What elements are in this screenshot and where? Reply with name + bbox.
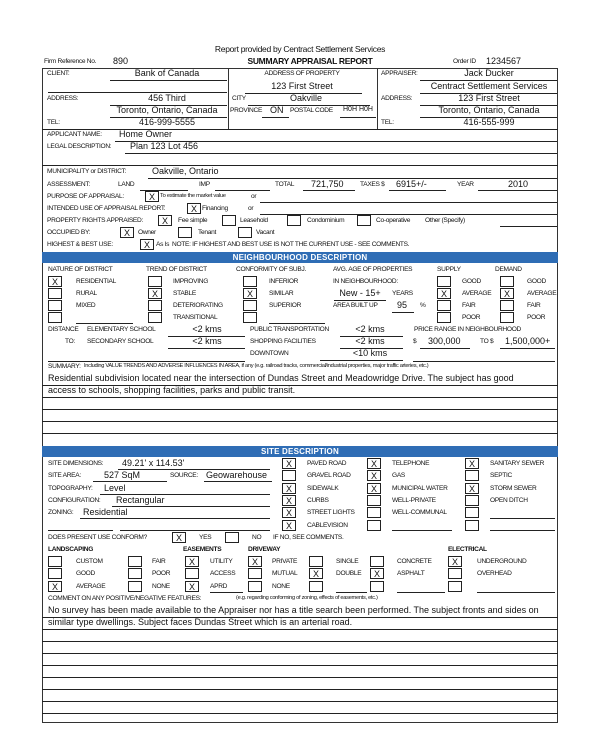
- underline: [76, 323, 133, 324]
- utility-label: MUNICIPAL WATER: [392, 484, 448, 492]
- occupied-checkbox[interactable]: [178, 227, 192, 238]
- easement-label: ACCESS: [210, 570, 236, 578]
- total-label: TOTAL: [275, 181, 295, 188]
- area-built-label: AREA BUILT UP: [333, 302, 378, 309]
- underline: [420, 348, 470, 349]
- underline: [262, 117, 289, 118]
- supply-checkbox[interactable]: [437, 276, 451, 287]
- elementary-label: ELEMENTARY SCHOOL: [87, 326, 156, 333]
- conform-label: DOES PRESENT USE CONFORM?: [48, 534, 147, 541]
- underline: [148, 178, 557, 179]
- road-label: STREET LIGHTS: [307, 509, 355, 517]
- site-section-header: SITE DESCRIPTION: [42, 446, 558, 457]
- site-dimensions-label: SITE DIMENSIONS:: [48, 460, 104, 467]
- trend-checkbox[interactable]: [148, 300, 162, 311]
- road-label: CABLEVISION: [307, 521, 348, 529]
- conformity-checkbox[interactable]: [243, 312, 257, 323]
- electrical-heading: ELECTRICAL: [448, 546, 487, 553]
- demand-label: POOR: [527, 314, 546, 321]
- underline: [48, 92, 227, 93]
- intended-use-option: Financing: [202, 205, 228, 212]
- downtown-label: DOWNTOWN: [250, 350, 289, 357]
- total[interactable]: 721,750: [311, 179, 344, 189]
- conformity-label: SIMILAR: [269, 290, 294, 297]
- landscaping-checkbox[interactable]: [48, 568, 62, 579]
- conform-no-checkbox[interactable]: [225, 532, 239, 543]
- landscaping-checkbox[interactable]: [128, 568, 142, 579]
- driveway-checkbox[interactable]: [248, 581, 262, 592]
- demand-checkbox[interactable]: [500, 276, 514, 287]
- road-label: CURBS: [307, 496, 329, 504]
- driveway-label: PRIVATE: [272, 558, 298, 565]
- comment-label: COMMENT ON ANY POSITIVE/NEGATIVE FEATURES:: [48, 595, 202, 602]
- or-label: or: [248, 205, 254, 212]
- site-area-label: SITE AREA:: [48, 472, 81, 479]
- driveway-label: SINGLE: [336, 558, 359, 565]
- sewer-label: STORM SEWER: [490, 484, 537, 492]
- landscaping-label: GOOD: [76, 570, 95, 578]
- road-label: SIDEWALK: [307, 484, 339, 492]
- underline: [500, 348, 555, 349]
- legal-description[interactable]: Plan 123 Lot 456: [130, 141, 199, 151]
- to-label: TO:: [65, 338, 75, 345]
- imp-label: IMP: [199, 181, 210, 188]
- price-from[interactable]: 300,000: [428, 336, 461, 346]
- appraiser-address[interactable]: 123 First Street: [458, 93, 520, 103]
- driveway-checkbox[interactable]: X: [248, 556, 262, 567]
- site-area[interactable]: 527 SqM: [104, 470, 141, 480]
- intended-use-label: INTENDED USE OF APPRAISAL REPORT:: [47, 205, 166, 212]
- underline: [269, 323, 325, 324]
- driveway-checkbox[interactable]: [370, 556, 384, 567]
- underline: [80, 518, 270, 519]
- trend-label: IMPROVING: [173, 278, 209, 285]
- underline: [389, 190, 446, 191]
- downtown-distance[interactable]: <10 kms: [352, 348, 388, 358]
- landscaping-label: POOR: [152, 570, 171, 578]
- underline: [48, 530, 113, 531]
- underline: [397, 592, 445, 593]
- topography[interactable]: Level: [104, 483, 126, 493]
- landscaping-checkbox[interactable]: [48, 556, 62, 567]
- utility-checkbox[interactable]: X: [367, 470, 381, 481]
- utility-label: WELL-PRIVATE: [392, 496, 436, 504]
- supply-label: POOR: [462, 314, 481, 321]
- municipality[interactable]: Oakville, Ontario: [152, 166, 219, 176]
- property-city[interactable]: Oakville: [289, 93, 323, 103]
- property-rights-checkbox[interactable]: [222, 215, 236, 226]
- elementary-distance[interactable]: <2 kms: [192, 324, 222, 334]
- utility-label: GAS: [392, 472, 406, 480]
- province[interactable]: ON: [270, 105, 284, 115]
- client-label: CLIENT:: [47, 70, 70, 77]
- utility-label: WELL-COMMUNAL: [392, 509, 447, 517]
- nature-checkbox[interactable]: [48, 312, 62, 323]
- appraiser-address-label: ADDRESS:: [381, 95, 413, 102]
- driveway-label: MUTUAL: [272, 570, 298, 578]
- underline: [42, 397, 558, 398]
- underline: [260, 214, 557, 215]
- supply-heading: SUPPLY: [437, 266, 461, 273]
- postal-code[interactable]: H0H H0H: [343, 106, 373, 113]
- city-label: CITY: [232, 95, 246, 102]
- driveway-checkbox[interactable]: X: [370, 568, 384, 579]
- supply-label: FAIR: [462, 302, 476, 309]
- client-tel-label: TEL:: [47, 119, 60, 126]
- landscaping-heading: LANDSCAPING: [48, 546, 94, 553]
- underline: [110, 80, 227, 81]
- divider: [228, 68, 229, 129]
- driveway-label: ASPHALT: [397, 570, 425, 578]
- trend-checkbox[interactable]: [148, 312, 162, 323]
- demand-label: GOOD: [527, 278, 546, 285]
- taxes[interactable]: 6915+/-: [396, 179, 427, 189]
- shopping-distance[interactable]: <2 kms: [355, 336, 385, 346]
- underline: [42, 665, 558, 666]
- nature-label: RESIDENTIAL: [76, 278, 116, 285]
- secondary-distance[interactable]: <2 kms: [192, 336, 222, 346]
- underline: [93, 481, 167, 482]
- underline: [168, 348, 245, 349]
- easement-label: APRD: [210, 582, 228, 590]
- conform-note: IF NO, SEE COMMENTS.: [273, 534, 344, 541]
- avg-age[interactable]: New - 15+: [339, 288, 381, 298]
- road-label: GRAVEL ROAD: [307, 472, 351, 480]
- road-checkbox[interactable]: X: [282, 520, 296, 531]
- road-checkbox[interactable]: [282, 470, 296, 481]
- legal-label: LEGAL DESCRIPTION:: [47, 143, 112, 150]
- nature-label: MIXED: [76, 302, 96, 309]
- road-checkbox[interactable]: X: [282, 495, 296, 506]
- property-rights-checkbox[interactable]: [287, 215, 301, 226]
- supply-label: GOOD: [462, 278, 481, 285]
- nature-label: RURAL: [76, 290, 97, 297]
- conformity-checkbox[interactable]: X: [243, 288, 257, 299]
- distance-label: DISTANCE: [48, 326, 79, 333]
- underline: [204, 481, 272, 482]
- yes-label: YES: [199, 534, 212, 541]
- no-label: NO: [252, 534, 262, 541]
- sewer-label: OPEN DITCH: [490, 496, 528, 504]
- conformity-checkbox[interactable]: [243, 300, 257, 311]
- driveway-checkbox[interactable]: [370, 581, 384, 592]
- underline: [340, 117, 376, 118]
- summary-hint: Including VALUE TRENDS AND ADVERSE INFLUENCES IN AREA, if any (e.g. railroad tracks, commercial/industrial properties, major traffic arteries, etc.): [84, 363, 429, 369]
- demand-label: AVERAGE: [527, 290, 557, 297]
- purpose-label: PURPOSE OF APPRAISAL:: [47, 193, 124, 200]
- conformity-checkbox[interactable]: [243, 276, 257, 287]
- appraiser-name[interactable]: Jack Ducker: [464, 68, 514, 78]
- appraiser-tel[interactable]: 416-555-999: [463, 117, 515, 127]
- property-rights-checkbox[interactable]: [357, 215, 371, 226]
- supply-label: AVERAGE: [462, 290, 492, 297]
- sewer-checkbox[interactable]: [465, 470, 479, 481]
- electrical-label: UNDERGROUND: [477, 558, 527, 565]
- trend-label: DETERIORATING: [173, 302, 223, 309]
- sewer-checkbox[interactable]: X: [465, 483, 479, 494]
- supply-checkbox[interactable]: [437, 312, 451, 323]
- road-label: PAVED ROAD: [307, 460, 347, 467]
- underline: [392, 530, 452, 531]
- price-range-label: PRICE RANGE IN NEIGHBOURHOOD: [414, 326, 522, 333]
- municipality-label: MUNICIPALITY or DISTRICT:: [47, 168, 127, 175]
- underline: [500, 226, 557, 227]
- supply-checkbox[interactable]: X: [437, 288, 451, 299]
- report-provider: Report provided by Centract Settlement Services: [214, 44, 386, 54]
- trend-label: TRANSITIONAL: [173, 314, 218, 321]
- nature-heading: NATURE OF DISTRICT: [48, 266, 113, 273]
- underline: [42, 641, 558, 642]
- underline: [215, 190, 270, 191]
- underline: [42, 409, 558, 410]
- underline: [413, 361, 555, 362]
- site-dimensions[interactable]: 49.21' x 114.53': [122, 458, 185, 468]
- underline: [336, 592, 367, 593]
- property-rights-option: Condominium: [307, 217, 345, 224]
- assessment-label: ASSESSMENT:: [47, 181, 90, 188]
- demand-label: FAIR: [527, 302, 541, 309]
- underline: [303, 190, 355, 191]
- shopping-label: SHOPPING FACILITIES: [250, 338, 316, 345]
- neighbourhood-section-header: NEIGHBOURHOOD DESCRIPTION: [42, 252, 558, 263]
- land-label: LAND: [118, 181, 135, 188]
- underline: [42, 677, 558, 678]
- highest-best-use-label: HIGHEST & BEST USE:: [47, 241, 113, 248]
- order-id-label: Order ID: [453, 58, 476, 65]
- postal-label: POSTAL CODE: [290, 107, 333, 114]
- underline: [210, 592, 243, 593]
- conformity-label: SUPERIOR: [269, 302, 302, 309]
- driveway-checkbox[interactable]: X: [309, 568, 323, 579]
- underline: [42, 713, 558, 714]
- intended-use-checkbox[interactable]: X: [187, 203, 201, 214]
- easement-label: UTILITY: [210, 558, 233, 565]
- underline: [490, 530, 555, 531]
- conform-yes-checkbox[interactable]: X: [172, 532, 186, 543]
- occupied-option: Vacant: [256, 229, 275, 236]
- avg-age-label: AVG. AGE OF PROPERTIES: [333, 266, 413, 273]
- underline: [42, 421, 558, 422]
- province-label: PROVINCE: [230, 107, 263, 114]
- order-id[interactable]: 1234567: [486, 56, 522, 66]
- divider: [377, 68, 378, 129]
- occupied-label: OCCUPIED BY:: [47, 229, 91, 236]
- road-checkbox[interactable]: X: [282, 507, 296, 518]
- secondary-label: SECONDARY SCHOOL: [87, 338, 154, 345]
- underline: [478, 190, 557, 191]
- underline: [320, 360, 403, 361]
- report-title: SUMMARY APPRAISAL REPORT: [247, 56, 373, 66]
- driveway-checkbox[interactable]: [248, 568, 262, 579]
- applicant-label: APPLICANT NAME:: [47, 131, 102, 138]
- driveway-checkbox[interactable]: [309, 581, 323, 592]
- price-from-label: $: [413, 338, 417, 345]
- highest-best-use-note: NOTE: IF HIGHEST AND BEST USE IS NOT THE CURRENT USE - SEE COMMENTS.: [172, 241, 410, 248]
- driveway-label: DOUBLE: [336, 570, 362, 578]
- configuration[interactable]: Rectangular: [116, 495, 165, 505]
- landscaping-checkbox[interactable]: [128, 581, 142, 592]
- transport-label: PUBLIC TRANSPORTATION: [250, 326, 329, 333]
- source[interactable]: Geowarehouse: [206, 470, 268, 480]
- avg-age-label-2: IN NEIGHBOURHOOD:: [333, 278, 398, 285]
- demand-checkbox[interactable]: X: [500, 288, 514, 299]
- taxes-label: TAXES $: [360, 181, 385, 188]
- appraiser-label: APPRAISER:: [381, 70, 418, 77]
- zoning[interactable]: Residential: [83, 507, 128, 517]
- sewer-checkbox[interactable]: [465, 520, 479, 531]
- highest-best-use-option: As Is: [156, 241, 170, 248]
- sewer-label: SANITARY SEWER: [490, 460, 545, 467]
- underline: [112, 506, 270, 507]
- client-name[interactable]: Bank of Canada: [134, 68, 200, 78]
- electrical-checkbox[interactable]: [448, 581, 462, 592]
- firm-ref[interactable]: 890: [113, 56, 129, 66]
- driveway-heading: DRIVEWAY: [248, 546, 281, 553]
- source-label: SOURCE:: [170, 472, 198, 479]
- firm-ref-label: Firm Reference No.: [44, 58, 97, 65]
- sewer-label: SEPTIC: [490, 472, 513, 480]
- electrical-checkbox[interactable]: X: [448, 556, 462, 567]
- underline: [392, 312, 414, 313]
- underline: [477, 592, 555, 593]
- other-specify-label: Other (Specify): [425, 217, 465, 224]
- property-rights-checkbox[interactable]: X: [158, 215, 172, 226]
- trend-heading: TREND OF DISTRICT: [146, 266, 207, 273]
- demand-checkbox[interactable]: [500, 312, 514, 323]
- landscaping-label: CUSTOM: [76, 558, 103, 565]
- landscaping-checkbox[interactable]: X: [48, 581, 62, 592]
- applicant-name[interactable]: Home Owner: [119, 129, 173, 139]
- underline: [42, 165, 558, 166]
- client-tel[interactable]: 416-999-5555: [138, 117, 196, 127]
- landscaping-label: FAIR: [152, 558, 166, 565]
- percent-label: %: [420, 302, 426, 309]
- utility-checkbox[interactable]: X: [367, 483, 381, 494]
- occupied-checkbox[interactable]: X: [120, 227, 134, 238]
- year[interactable]: 2010: [508, 179, 529, 189]
- property-rights-option: Leasehold: [240, 217, 268, 224]
- utility-checkbox[interactable]: [367, 507, 381, 518]
- utility-checkbox[interactable]: [367, 520, 381, 531]
- underline: [42, 629, 558, 630]
- appraiser-address-2[interactable]: Toronto, Ontario, Canada: [438, 105, 540, 115]
- zoning-label: ZONING:: [48, 509, 74, 516]
- client-address-2[interactable]: Toronto, Ontario, Canada: [116, 105, 218, 115]
- landscaping-checkbox[interactable]: [128, 556, 142, 567]
- nature-checkbox[interactable]: X: [48, 276, 62, 287]
- underline: [42, 433, 558, 434]
- comment-line[interactable]: similar type dwellings. Subject faces Dundas Street which is an arterial road.: [48, 617, 353, 627]
- utility-label: TELEPHONE: [392, 460, 430, 467]
- occupied-checkbox[interactable]: [238, 227, 252, 238]
- road-checkbox[interactable]: X: [282, 483, 296, 494]
- years-label: YEARS: [392, 290, 413, 297]
- summary-line[interactable]: access to schools, shopping facilities, parks and public transit.: [48, 385, 296, 395]
- utility-checkbox[interactable]: [367, 495, 381, 506]
- configuration-label: CONFIGURATION:: [48, 497, 101, 504]
- sewer-checkbox[interactable]: X: [465, 458, 479, 469]
- underline: [42, 701, 558, 702]
- area-built[interactable]: 95: [396, 300, 408, 310]
- conformity-heading: CONFORMITY OF SUBJ.: [236, 266, 307, 273]
- electrical-label: OVERHEAD: [477, 570, 512, 578]
- driveway-checkbox[interactable]: [309, 556, 323, 567]
- or-label: or: [251, 193, 257, 200]
- driveway-label: NONE: [272, 582, 290, 590]
- landscaping-label: NONE: [152, 582, 170, 590]
- highest-best-use-checkbox[interactable]: X: [140, 239, 154, 250]
- purpose-option: To estimate the market value: [160, 193, 226, 199]
- underline: [42, 653, 558, 654]
- demand-checkbox[interactable]: [500, 300, 514, 311]
- purpose-checkbox[interactable]: X: [145, 191, 159, 202]
- appraiser-company[interactable]: Centract Settlement Services: [430, 81, 548, 91]
- property-rights-option: Co-operative: [376, 217, 411, 224]
- sewer-checkbox[interactable]: [465, 495, 479, 506]
- trend-checkbox[interactable]: [148, 276, 162, 287]
- property-rights-label: PROPERTY RIGHTS APPRAISED:: [47, 217, 144, 224]
- underline: [120, 530, 270, 531]
- comment-hint: (e.g. regarding conforming of zoning, effects of easements, etc.): [236, 595, 378, 601]
- sewer-checkbox[interactable]: [465, 507, 479, 518]
- electrical-checkbox[interactable]: [448, 568, 462, 579]
- trend-checkbox[interactable]: X: [148, 288, 162, 299]
- demand-heading: DEMAND: [495, 266, 522, 273]
- topography-label: TOPOGRAPHY:: [48, 485, 93, 492]
- client-address[interactable]: 456 Third: [148, 93, 186, 103]
- road-checkbox[interactable]: X: [282, 458, 296, 469]
- underline: [490, 518, 555, 519]
- year-label: YEAR: [457, 181, 474, 188]
- nature-checkbox[interactable]: [48, 300, 62, 311]
- property-label: ADDRESS OF PROPERTY: [264, 70, 340, 77]
- occupied-option: Owner: [138, 229, 156, 236]
- easement-checkbox[interactable]: [185, 568, 199, 579]
- conformity-label: INFERIOR: [269, 278, 299, 285]
- property-street[interactable]: 123 First Street: [271, 81, 333, 91]
- driveway-label: CONCRETE: [397, 558, 432, 565]
- transport-distance[interactable]: <2 kms: [355, 324, 385, 334]
- underline: [125, 153, 557, 154]
- easement-checkbox[interactable]: X: [185, 581, 199, 592]
- underline: [260, 202, 557, 203]
- landscaping-label: AVERAGE: [76, 582, 106, 590]
- underline: [42, 689, 558, 690]
- summary-label: SUMMARY:: [48, 363, 81, 370]
- occupied-option: Tenant: [198, 229, 216, 236]
- property-rights-option: Fee simple: [178, 217, 208, 224]
- utility-checkbox[interactable]: X: [367, 458, 381, 469]
- price-to[interactable]: 1,500,000+: [505, 336, 551, 346]
- appraiser-tel-label: TEL:: [381, 119, 394, 126]
- price-to-label: TO $: [480, 338, 494, 345]
- client-address-label: ADDRESS:: [47, 95, 79, 102]
- summary-line[interactable]: Residential subdivision located near the intersection of Dundas Street and Meadowridge Drive. The subject has good: [48, 373, 514, 383]
- trend-label: STABLE: [173, 290, 196, 297]
- supply-checkbox[interactable]: [437, 300, 451, 311]
- comment-line[interactable]: No survey has been made available to the Appraiser nor has a title search been performed. The subject fronts and sides on: [48, 605, 539, 615]
- nature-checkbox[interactable]: [48, 288, 62, 299]
- easement-checkbox[interactable]: X: [185, 556, 199, 567]
- easements-heading: EASEMENTS: [183, 546, 222, 553]
